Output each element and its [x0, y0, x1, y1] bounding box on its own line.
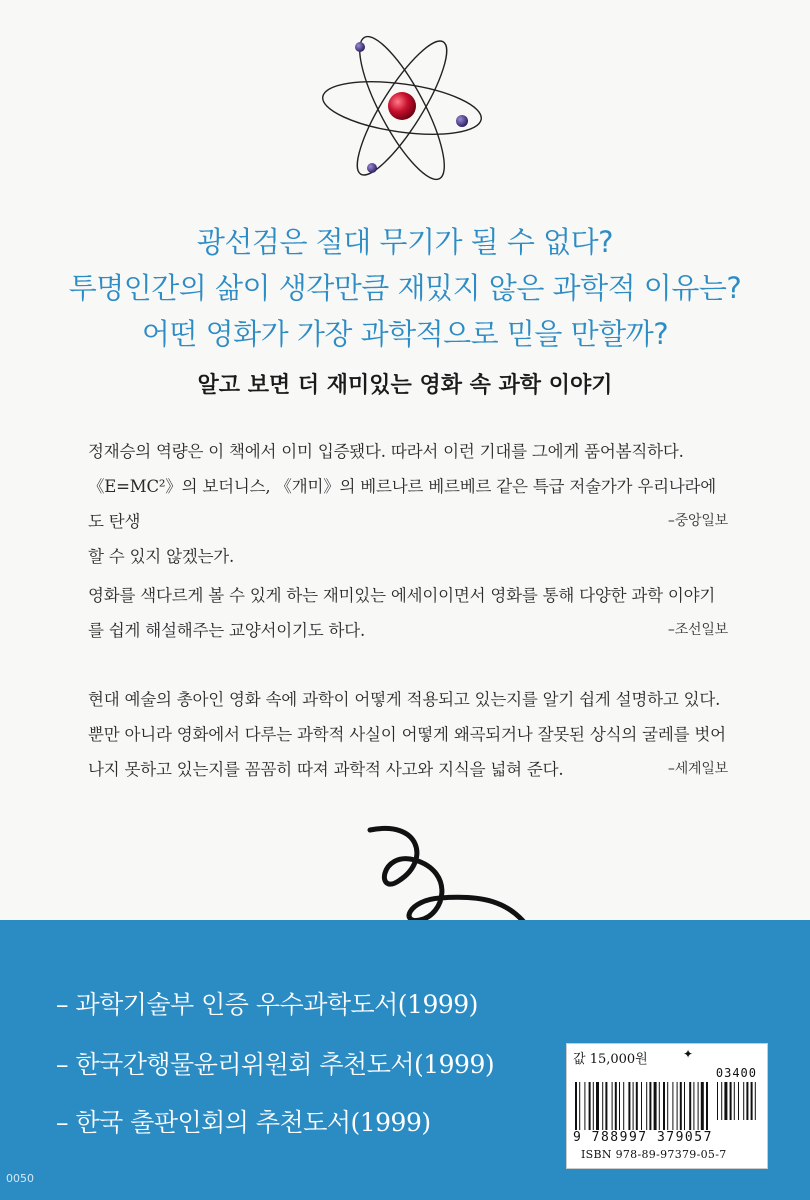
review-source: –세계일보 — [667, 761, 728, 777]
price-label: 값 15,000원 — [573, 1052, 648, 1067]
review-line: 《E=MC²》의 보더니스, 《개미》의 베르나르 베르베르 같은 특급 저술가가 우리나라에도 탄생 — [88, 477, 717, 531]
star-icon: ✦ — [683, 1047, 694, 1061]
review-source: –중앙일보 — [667, 513, 728, 529]
review-line: 할 수 있지 않겠는가. — [88, 547, 235, 566]
addon-code: 03400 — [715, 1066, 757, 1080]
review-line: 뿐만 아니라 영화에서 다루는 과학적 사실이 어떻게 왜곡되거나 잘못된 상식의 굴레를 벗어 — [88, 725, 726, 744]
book-subtitle: 알고 보면 더 재미있는 영화 속 과학 이야기 — [197, 373, 613, 398]
isbn13-digits: 9 788997 379057 — [573, 1130, 713, 1145]
award-2: – 한국간행물윤리위원회 추천도서(1999) — [56, 1050, 495, 1079]
review-line: 현대 예술의 총아인 영화 속에 과학이 어떻게 적용되고 있는지를 알기 쉽게 설명하고 있다. — [88, 690, 721, 709]
review-line: 정재승의 역량은 이 책에서 이미 입증됐다. 따라서 이런 기대를 그에게 품어봄직하다. — [88, 442, 684, 461]
review-line: 나지 못하고 있는지를 꼼꼼히 따져 과학적 사고와 지식을 넓혀 준다. — [88, 760, 564, 779]
review-source: –조선일보 — [667, 622, 728, 638]
award-1: – 과학기술부 인증 우수과학도서(1999) — [56, 990, 478, 1019]
review-segye — [88, 682, 728, 792]
ribbon-swirl — [360, 820, 550, 930]
isbn-label: ISBN 978-89-97379-05-7 — [581, 1148, 727, 1161]
question-2: 투명인간의 삶이 생각만큼 재밌지 않은 과학적 이유는? — [68, 271, 742, 305]
atom-icon — [310, 30, 490, 190]
barcode-icon — [575, 1082, 759, 1130]
review-line: 영화를 색다르게 볼 수 있게 하는 재미있는 에세이이면서 영화를 통해 다양한 과학 이야기 — [88, 586, 716, 605]
barcode-box — [566, 1043, 768, 1169]
corner-mark: 0050 — [6, 1172, 34, 1185]
review-chosun — [88, 578, 728, 650]
review-line: 를 쉽게 해설해주는 교양서이기도 하다. — [88, 621, 366, 640]
question-3: 어떤 영화가 가장 과학적으로 믿을 만할까? — [141, 317, 669, 351]
question-1: 광선검은 절대 무기가 될 수 없다? — [196, 225, 614, 259]
award-3: – 한국 출판인회의 추천도서(1999) — [56, 1108, 431, 1137]
review-joongang — [88, 434, 728, 566]
